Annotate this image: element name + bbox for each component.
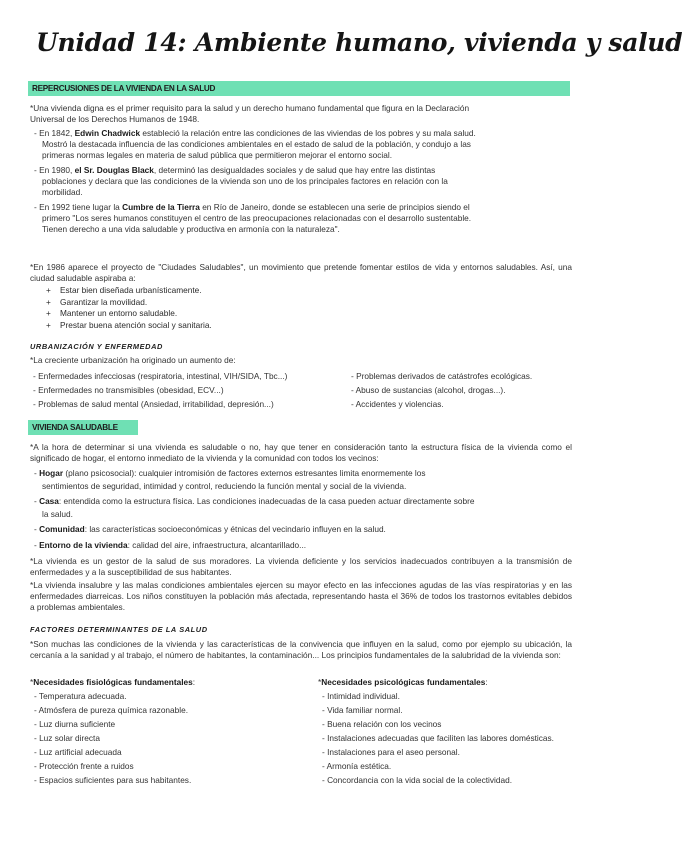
list-item: - Luz diurna suficiente <box>34 719 116 729</box>
list-item: - Temperatura adecuada. <box>34 691 127 701</box>
list-item: - Vida familiar normal. <box>322 705 403 715</box>
text-line: sentimientos de seguridad, intimidad y control, reduciendo la función mental y social de la vivienda. <box>42 480 407 491</box>
list-item: - Intimidad individual. <box>322 691 400 701</box>
section-heading-vivienda-saludable: VIVIENDA SALUDABLE <box>28 420 138 435</box>
urbanizacion-left-list <box>33 369 333 411</box>
hogar-name: Hogar <box>39 468 64 478</box>
gestor-paragraph: *La vivienda es un gestor de la salud de sus moradores. La vivienda deficiente y los servicios inadecuados contribuyen a la transmisión de enfermedades y a la susceptibilidad de sus habitantes. <box>30 556 572 577</box>
text-line: poblaciones y declara que las condiciones de la vivienda son uno de los principales factores en relación con la <box>42 176 448 186</box>
casa-line: - Casa: entendida como la estructura física. Las condiciones inadecuadas de la casa pueden actuar directamente sobre <box>34 496 475 506</box>
list-item: - Accidentes y violencias. <box>351 399 444 409</box>
urbanizacion-right-list <box>351 369 576 411</box>
vivienda-intro: *A la hora de determinar si una vivienda es saludable o no, hay que tener en consideración tanto la estructura física de la vivienda como el significado de hogar, el entorno inmediato de la vivienda y la comunidad con todos los vecinos: <box>30 442 572 463</box>
entorno-line: - Entorno de la vivienda: calidad del aire, infraestructura, alcantarillado... <box>34 539 307 550</box>
list-item: - Protección frente a ruidos <box>34 761 134 771</box>
text-line: Mostró la destacada influencia de las condiciones ambientales en el estado de salud de la población, y condujo a las <box>42 139 471 149</box>
list-item: + Mantener un entorno saludable. <box>46 308 178 319</box>
text-line: la salud. <box>42 508 73 519</box>
casa-name: Casa <box>39 496 59 506</box>
intro-paragraph <box>30 103 575 235</box>
comunidad-name: Comunidad <box>39 524 85 534</box>
list-item: - Atmósfera de pureza química razonable. <box>34 705 189 715</box>
list-item: - Enfermedades no transmisibles (obesidad, ECV...) <box>33 385 224 395</box>
factores-intro: *Son muchas las condiciones de la vivienda y las características de la convivencia que influyen en la salud, como por ejemplo su ubicación, la cercanía a la sanidad y al trabajo, el número de habitantes, la contaminación... Los principios fundamentales de la salubridad de la vivienda son: <box>30 639 572 660</box>
fisiologicas-title: *Necesidades fisiológicas fundamentales: <box>30 677 196 687</box>
list-item: - Luz solar directa <box>34 733 100 743</box>
list-item: - Buena relación con los vecinos <box>322 719 442 729</box>
subheading-factores: FACTORES DETERMINANTES DE LA SALUD <box>30 625 208 634</box>
vivienda-components <box>34 467 574 551</box>
cumbre-line-1: - En 1992 tiene lugar la Cumbre de la Tierra en Río de Janeiro, donde se establecen una serie de principios siendo el <box>34 202 470 212</box>
cumbre-name: Cumbre de la Tierra <box>122 202 200 212</box>
list-item: + Prestar buena atención social y sanitaria. <box>46 319 212 330</box>
hogar-line: - Hogar (plano psicosocial): cualquier intromisión de factores externos estresantes limita enormemente los <box>34 468 426 478</box>
ciudades-bullet-list <box>40 285 340 331</box>
psicologicas-column <box>318 675 572 787</box>
text-line: *Una vivienda digna es el primer requisito para la salud y un derecho humano fundamental que figura en la Declaración <box>30 103 470 113</box>
psicologicas-title: *Necesidades psicológicas fundamentales: <box>318 677 488 687</box>
subheading-urbanizacion: URBANIZACIÓN Y ENFERMEDAD <box>30 342 163 351</box>
ciudades-saludables-paragraph: *En 1986 aparece el proyecto de "Ciudades Saludables", un movimiento que pretende fomentar estilos de vida y entornos saludables. Así, una ciudad saludable aspiraba a: <box>30 262 572 283</box>
text-line: morbilidad. <box>42 187 83 197</box>
entorno-name: Entorno de la vivienda <box>39 539 128 550</box>
black-line-1: - En 1980, el Sr. Douglas Black, determinó las desigualdades sociales y de salud que hay entre las distintas <box>34 165 436 175</box>
insalubre-paragraph: *La vivienda insalubre y las malas condiciones ambientales ejercen su mayor efecto en las infecciones agudas de las vías respiratorias y en las enfermedades diarreicas. Los niños constituyen la población más afectada, representando hasta el 36% de todos los trastornos evitables debidos a problemas ambientales. <box>30 580 572 612</box>
chadwick-name: Edwin Chadwick <box>74 128 141 138</box>
list-item: - Problemas derivados de catástrofes ecológicas. <box>351 371 533 381</box>
text-line: primeras normas legales en materia de salud pública que permitieron mejorar el entorno social. <box>42 150 393 160</box>
urbanizacion-intro: *La creciente urbanización ha originado un aumento de: <box>30 355 236 365</box>
fisiologicas-column <box>30 675 300 787</box>
black-name: el Sr. Douglas Black <box>74 165 154 175</box>
list-item: - Instalaciones para el aseo personal. <box>322 747 460 757</box>
list-item: - Armonía estética. <box>322 761 392 771</box>
list-item: + Garantizar la movilidad. <box>46 296 148 307</box>
list-item: + Estar bien diseñada urbanísticamente. <box>46 285 202 295</box>
text-line: primero "Los seres humanos constituyen el centro de las preocupaciones relacionadas con el desarrollo sustentable. <box>42 213 472 223</box>
list-item: - Abuso de sustancias (alcohol, drogas...). <box>351 385 506 395</box>
chadwick-line-1: - En 1842, Edwin Chadwick estableció la relación entre las condiciones de las viviendas de los pobres y su mala salud. <box>34 128 476 138</box>
page-title: Unidad 14: Ambiente humano, vivienda y salud <box>36 28 682 57</box>
text-line: Tienen derecho a una vida saludable y productiva en armonía con la naturaleza". <box>42 224 340 234</box>
list-item: - Luz artificial adecuada <box>34 747 122 757</box>
list-item: - Concordancia con la vida social de la colectividad. <box>322 775 513 785</box>
section-heading-repercusiones: REPERCUSIONES DE LA VIVIENDA EN LA SALUD <box>28 81 570 96</box>
list-item: - Instalaciones adecuadas que faciliten las labores domésticas. <box>322 733 554 743</box>
list-item: - Espacios suficientes para sus habitantes. <box>34 775 192 785</box>
list-item: - Problemas de salud mental (Ansiedad, irritabilidad, depresión...) <box>33 399 274 409</box>
list-item: - Enfermedades infecciosas (respiratoria, intestinal, VIH/SIDA, Tbc...) <box>33 371 288 381</box>
comunidad-line: - Comunidad: las características socioeconómicas y étnicas del vecindario influyen en la salud. <box>34 524 386 534</box>
text-line: Universal de los Derechos Humanos de 1948. <box>30 114 200 124</box>
